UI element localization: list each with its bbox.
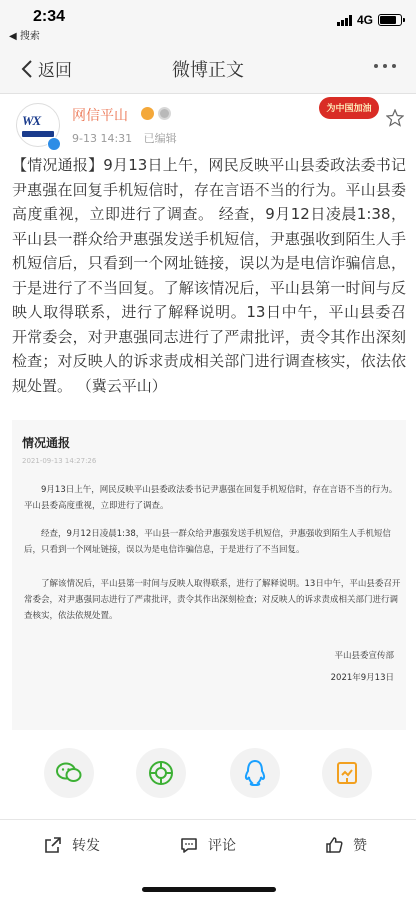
cellular-signal-icon: [337, 15, 352, 26]
post-meta: [72, 130, 177, 146]
wechat-icon: [55, 761, 83, 785]
thumbs-up-icon: [325, 836, 343, 854]
notice-paragraph: 了解该情况后，平山县第一时间与反映人取得联系，进行了解释说明。13日中午，平山县委召开常委会，对尹惠强同志进行了严肃批评，责令其作出深刻检查；对反映人的诉求责成相关部门进行调查核实，依法依规处置。: [24, 579, 401, 621]
share-moments-button[interactable]: [136, 748, 186, 798]
promo-badge: [319, 97, 379, 119]
comment-button[interactable]: [180, 820, 236, 870]
status-time: 2:34: [33, 8, 66, 25]
qq-icon: [243, 759, 267, 787]
edited-label[interactable]: 已编辑: [143, 132, 177, 145]
notice-paragraph: 经查，9月12日凌晨1:38，平山县一群众给尹惠强发送手机短信，尹惠强收到陌生人手机短信后，只看到一个网址链接，误以为是电信诈骗信息，于是进行了不当回复。: [24, 529, 391, 555]
action-bar: [0, 819, 416, 869]
battery-level: [380, 16, 396, 24]
pin-icon[interactable]: [386, 109, 404, 127]
battery-icon: [378, 14, 402, 26]
nav-bar: [0, 42, 416, 94]
comment-icon: [180, 836, 198, 854]
post-body: 【情况通报】9月13日上午，网民反映平山县委政法委书记尹惠强在回复手机短信时，存在言语不当的行为。平山县委高度重视，立即进行了调查。 经查，9月12日凌晨1:38，平山县一群众给尹惠强发送手机短信，尹惠强收到陌生人手机短信后，只看到一个网址链接，误以为是电信诈骗信息，于是进行了不当回复。了解该情况后，平山县第一时间与反映人取得联系，进行了解释说明。13日中午，平山县委召开常委会，对尹惠强同志进行了严肃批评，责令其作出深刻检查；对反映人的诉求责成相关部门进行调查核实，依法依规处置。 （冀云平山）: [12, 156, 406, 395]
save-image-icon: [335, 760, 359, 786]
save-image-button[interactable]: [322, 748, 372, 798]
notice-timestamp: 2021-09-13 14:27:26: [22, 457, 97, 465]
like-button[interactable]: [325, 820, 367, 870]
notice-signature-date: 2021年9月13日: [330, 673, 394, 683]
status-icons: [337, 13, 402, 27]
home-indicator[interactable]: [142, 887, 276, 892]
logo-mark: WX: [22, 113, 41, 128]
crown-badge-icon: [141, 107, 154, 120]
notice-title: 情况通报: [22, 436, 71, 450]
post-date: 9-13 14:31: [72, 132, 133, 145]
verified-badge-icon: [47, 137, 61, 151]
like-label: 赞: [353, 838, 367, 854]
back-to-search-link[interactable]: ◀ 搜索: [9, 31, 40, 42]
share-qq-button[interactable]: [230, 748, 280, 798]
network-type: 4G: [356, 13, 373, 27]
more-icon[interactable]: [374, 64, 396, 68]
share-wechat-button[interactable]: [44, 748, 94, 798]
moments-icon: [148, 760, 174, 786]
medal-badge-icon: [158, 107, 171, 120]
comment-label: 评论: [208, 838, 236, 854]
share-row: [0, 748, 416, 800]
repost-button[interactable]: [44, 820, 100, 870]
notice-paragraph: 9月13日上午，网民反映平山县委政法委书记尹惠强在回复手机短信时，存在言语不当的行为。平山县委高度重视，立即进行了调查。: [24, 485, 398, 511]
page-title: 微博正文: [172, 60, 244, 81]
notice-image[interactable]: [12, 420, 406, 730]
notice-signature: 平山县委宣传部: [334, 651, 394, 661]
repost-label: 转发: [72, 838, 100, 854]
logo-bar: [22, 131, 54, 137]
promo-badge-text: 为中国加油: [326, 104, 372, 114]
status-bar: [0, 0, 416, 42]
author-name[interactable]: 网信平山: [72, 108, 128, 124]
post-header: [0, 95, 416, 157]
back-label: 返回: [38, 61, 72, 81]
repost-icon: [44, 836, 62, 854]
